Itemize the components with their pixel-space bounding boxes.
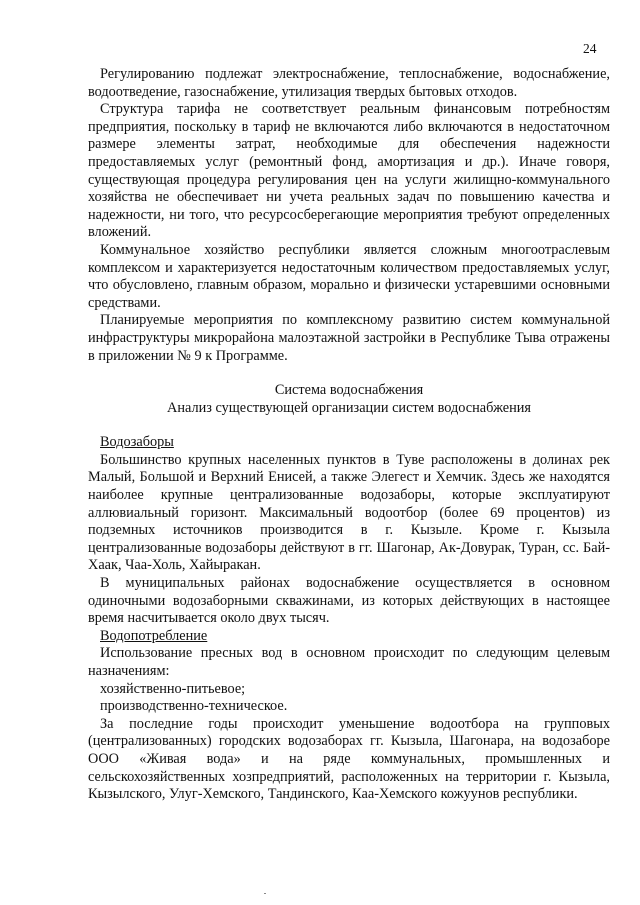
water-use-item: производственно-техническое. — [100, 698, 288, 715]
page-number: 24 — [583, 41, 597, 56]
water-consumption-lead: Использование пресных вод в основном происходит по следующим целевым назначениям: — [88, 645, 610, 679]
water-use-item: хозяйственно-питьевое; — [100, 680, 246, 697]
intro-paragraph: Коммунальное хозяйство республики является сложным многоотраслевым комплексом и характеризуется недостаточным количеством предоставляемых услуг, что обусловлено, главным образом, морально и физически устаревшими основными средствами. — [88, 241, 610, 311]
water-consumption-heading: Водопотребление — [100, 627, 208, 644]
page-content — [88, 66, 610, 804]
water-intakes-heading: Водозаборы — [100, 434, 174, 451]
water-intakes-paragraph: В муниципальных районах водоснабжение осуществляется в основном одиночными водозаборными скважинами, из которых действующих в настоящее время насчитывается около двух тысяч. — [88, 575, 610, 627]
scan-speck — [264, 893, 266, 894]
water-consumption-closing: За последние годы происходит уменьшение водоотбора на групповых (централизованных) городских водозаборах гг. Кызыла, Шагонара, на водозаборе ООО «Живая вода» и на ряде коммунальных, промышленных и сельскохозяйственных хозпредприятий, расположенных на территории г. Кызыла, Кызылского, Улуг-Хемского, Тандинского, Каа-Хемского кожуунов республики. — [88, 715, 610, 803]
section-subtitle: Анализ существующей организации систем водоснабжения — [167, 399, 531, 416]
intro-paragraph: Структура тарифа не соответствует реальным финансовым потребностям предприятия, поскольку в тариф не включаются либо включаются в недостаточном размере элементы затрат, необходимые для обеспечения надежности предоставляемых услуг (ремонтный фонд, амортизация и др.). Иначе говоря, существующая процедура регулирования цен на услуги жилищно-коммунального хозяйства не обеспечивает ни учета реальных задач по повышению качества и надежности, ни того, что ресурсосберегающие мероприятия требуют определенных вложений. — [88, 101, 610, 241]
water-intakes-paragraph: Большинство крупных населенных пунктов в Туве расположены в долинах рек Малый, Большой и Верхний Енисей, а также Элегест и Хемчик. Здесь же находятся наиболее крупные централизованные водозаборы, которые эксплуатируют аллювиальный горизонт. Максимальный водоотбор (более 69 процентов) из подземных источников производится в г. Кызыле. Кроме г. Кызыла централизованные водозаборы действуют в гг. Шагонар, Ак-Довурак, Туран, сс. Бай-Хаак, Чаа-Холь, Хайыракан. — [88, 451, 610, 574]
intro-paragraph: Планируемые мероприятия по комплексному развитию систем коммунальной инфраструктуры микрорайона малоэтажной застройки в Республике Тыва отражены в приложении № 9 к Программе. — [88, 312, 610, 364]
intro-paragraph: Регулированию подлежат электроснабжение, теплоснабжение, водоснабжение, водоотведение, газоснабжение, утилизация твердых бытовых отходов. — [88, 66, 610, 100]
section-title: Система водоснабжения — [274, 382, 424, 399]
